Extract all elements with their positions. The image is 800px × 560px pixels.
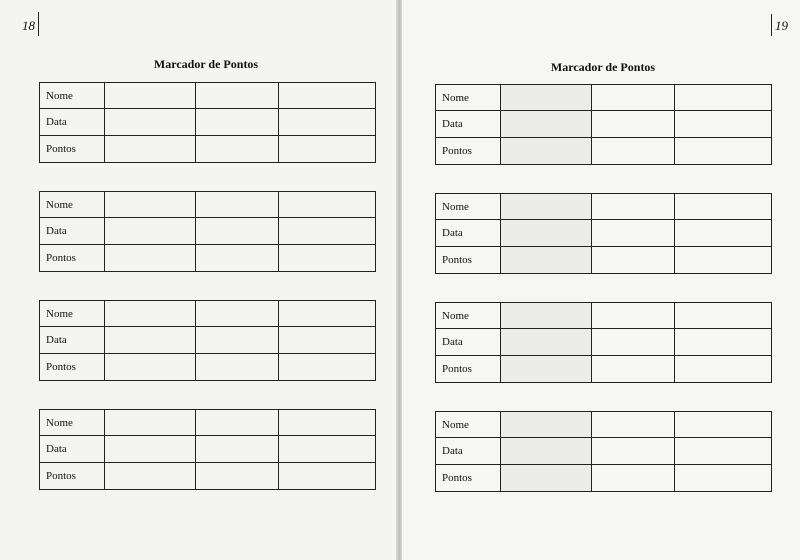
score-cell[interactable] <box>279 436 376 463</box>
table-row <box>436 438 772 465</box>
score-cell[interactable] <box>592 111 675 138</box>
row-label-points: Pontos <box>436 356 501 383</box>
score-cell[interactable] <box>105 436 196 463</box>
table-row <box>436 329 772 356</box>
page-title: Marcador de Pontos <box>153 57 259 71</box>
row-label-date: Data <box>436 329 501 356</box>
table-row <box>40 301 376 327</box>
score-cell[interactable] <box>501 465 592 492</box>
score-table <box>39 300 376 381</box>
score-cell[interactable] <box>196 327 279 354</box>
score-cell[interactable] <box>279 245 376 272</box>
row-label-date: Data <box>40 109 105 136</box>
table-row <box>40 192 376 218</box>
table-row <box>436 194 772 220</box>
score-cell[interactable] <box>501 412 592 438</box>
score-cell[interactable] <box>196 218 279 245</box>
score-cell[interactable] <box>675 220 772 247</box>
score-cell[interactable] <box>279 410 376 436</box>
table-row <box>436 111 772 138</box>
score-cell[interactable] <box>279 301 376 327</box>
row-label-date: Data <box>436 438 501 465</box>
table-row <box>40 410 376 436</box>
score-cell[interactable] <box>675 356 772 383</box>
score-cell[interactable] <box>501 438 592 465</box>
score-cell[interactable] <box>105 327 196 354</box>
row-label-name: Nome <box>40 410 105 436</box>
page-title: Marcador de Pontos <box>550 60 656 74</box>
row-label-points: Pontos <box>436 247 501 274</box>
score-cell[interactable] <box>105 83 196 109</box>
page-number: 19 <box>775 18 788 33</box>
score-cell[interactable] <box>279 327 376 354</box>
table-row <box>40 245 376 272</box>
score-cell[interactable] <box>196 136 279 163</box>
row-label-date: Data <box>436 220 501 247</box>
table-row <box>436 247 772 274</box>
table-row <box>436 138 772 165</box>
score-cell[interactable] <box>196 354 279 381</box>
score-cell[interactable] <box>105 463 196 490</box>
page-number: 18 <box>22 18 35 33</box>
row-label-date: Data <box>436 111 501 138</box>
row-label-date: Data <box>40 436 105 463</box>
score-cell[interactable] <box>501 85 592 111</box>
score-cell[interactable] <box>592 138 675 165</box>
row-label-date: Data <box>40 218 105 245</box>
row-label-points: Pontos <box>40 136 105 163</box>
table-row <box>40 83 376 109</box>
score-cell[interactable] <box>105 192 196 218</box>
table-row <box>436 303 772 329</box>
row-label-name: Nome <box>436 303 501 329</box>
score-cell[interactable] <box>501 303 592 329</box>
row-label-name: Nome <box>436 85 501 111</box>
score-cell[interactable] <box>592 303 675 329</box>
score-cell[interactable] <box>675 247 772 274</box>
score-cell[interactable] <box>501 247 592 274</box>
score-cell[interactable] <box>592 412 675 438</box>
table-row <box>436 220 772 247</box>
score-table <box>435 302 772 383</box>
score-cell[interactable] <box>592 85 675 111</box>
table-row <box>40 354 376 381</box>
score-cell[interactable] <box>501 138 592 165</box>
score-cell[interactable] <box>675 194 772 220</box>
score-cell[interactable] <box>592 247 675 274</box>
table-row <box>40 136 376 163</box>
row-label-name: Nome <box>436 412 501 438</box>
score-cell[interactable] <box>105 354 196 381</box>
score-cell[interactable] <box>105 136 196 163</box>
score-cell[interactable] <box>675 438 772 465</box>
score-cell[interactable] <box>196 83 279 109</box>
row-label-points: Pontos <box>40 245 105 272</box>
score-cell[interactable] <box>675 303 772 329</box>
score-cell[interactable] <box>196 109 279 136</box>
row-label-points: Pontos <box>436 465 501 492</box>
score-cell[interactable] <box>105 109 196 136</box>
score-cell[interactable] <box>279 109 376 136</box>
score-cell[interactable] <box>279 463 376 490</box>
score-cell[interactable] <box>501 194 592 220</box>
score-cell[interactable] <box>279 136 376 163</box>
score-cell[interactable] <box>196 245 279 272</box>
row-label-name: Nome <box>436 194 501 220</box>
table-row <box>436 356 772 383</box>
score-cell[interactable] <box>592 438 675 465</box>
left-page <box>0 0 398 560</box>
score-cell[interactable] <box>196 301 279 327</box>
score-cell[interactable] <box>279 83 376 109</box>
score-cell[interactable] <box>675 465 772 492</box>
score-cell[interactable] <box>501 111 592 138</box>
row-label-points: Pontos <box>40 354 105 381</box>
score-table <box>39 191 376 272</box>
score-cell[interactable] <box>675 85 772 111</box>
row-label-date: Data <box>40 327 105 354</box>
table-row <box>40 327 376 354</box>
table-row <box>436 465 772 492</box>
score-cell[interactable] <box>196 410 279 436</box>
score-cell[interactable] <box>592 194 675 220</box>
score-cell[interactable] <box>196 192 279 218</box>
table-row <box>436 85 772 111</box>
score-cell[interactable] <box>592 329 675 356</box>
score-cell[interactable] <box>501 356 592 383</box>
table-row <box>40 463 376 490</box>
score-table <box>39 82 376 163</box>
row-label-name: Nome <box>40 83 105 109</box>
score-table <box>435 84 772 165</box>
score-cell[interactable] <box>592 220 675 247</box>
row-label-name: Nome <box>40 301 105 327</box>
score-cell[interactable] <box>279 354 376 381</box>
score-cell[interactable] <box>196 436 279 463</box>
score-cell[interactable] <box>501 220 592 247</box>
table-row <box>436 412 772 438</box>
score-cell[interactable] <box>675 412 772 438</box>
score-table <box>435 411 772 492</box>
right-page <box>402 0 800 560</box>
score-cell[interactable] <box>279 192 376 218</box>
score-table <box>39 409 376 490</box>
score-cell[interactable] <box>675 329 772 356</box>
score-table <box>435 193 772 274</box>
row-label-points: Pontos <box>40 463 105 490</box>
score-cell[interactable] <box>279 218 376 245</box>
row-label-name: Nome <box>40 192 105 218</box>
row-label-points: Pontos <box>436 138 501 165</box>
score-cell[interactable] <box>105 301 196 327</box>
score-cell[interactable] <box>592 465 675 492</box>
table-row <box>40 109 376 136</box>
score-cell[interactable] <box>501 329 592 356</box>
score-cell[interactable] <box>592 356 675 383</box>
table-row <box>40 218 376 245</box>
score-cell[interactable] <box>105 245 196 272</box>
score-cell[interactable] <box>196 463 279 490</box>
score-cell[interactable] <box>675 111 772 138</box>
score-cell[interactable] <box>105 218 196 245</box>
score-cell[interactable] <box>105 410 196 436</box>
table-row <box>40 436 376 463</box>
score-cell[interactable] <box>675 138 772 165</box>
